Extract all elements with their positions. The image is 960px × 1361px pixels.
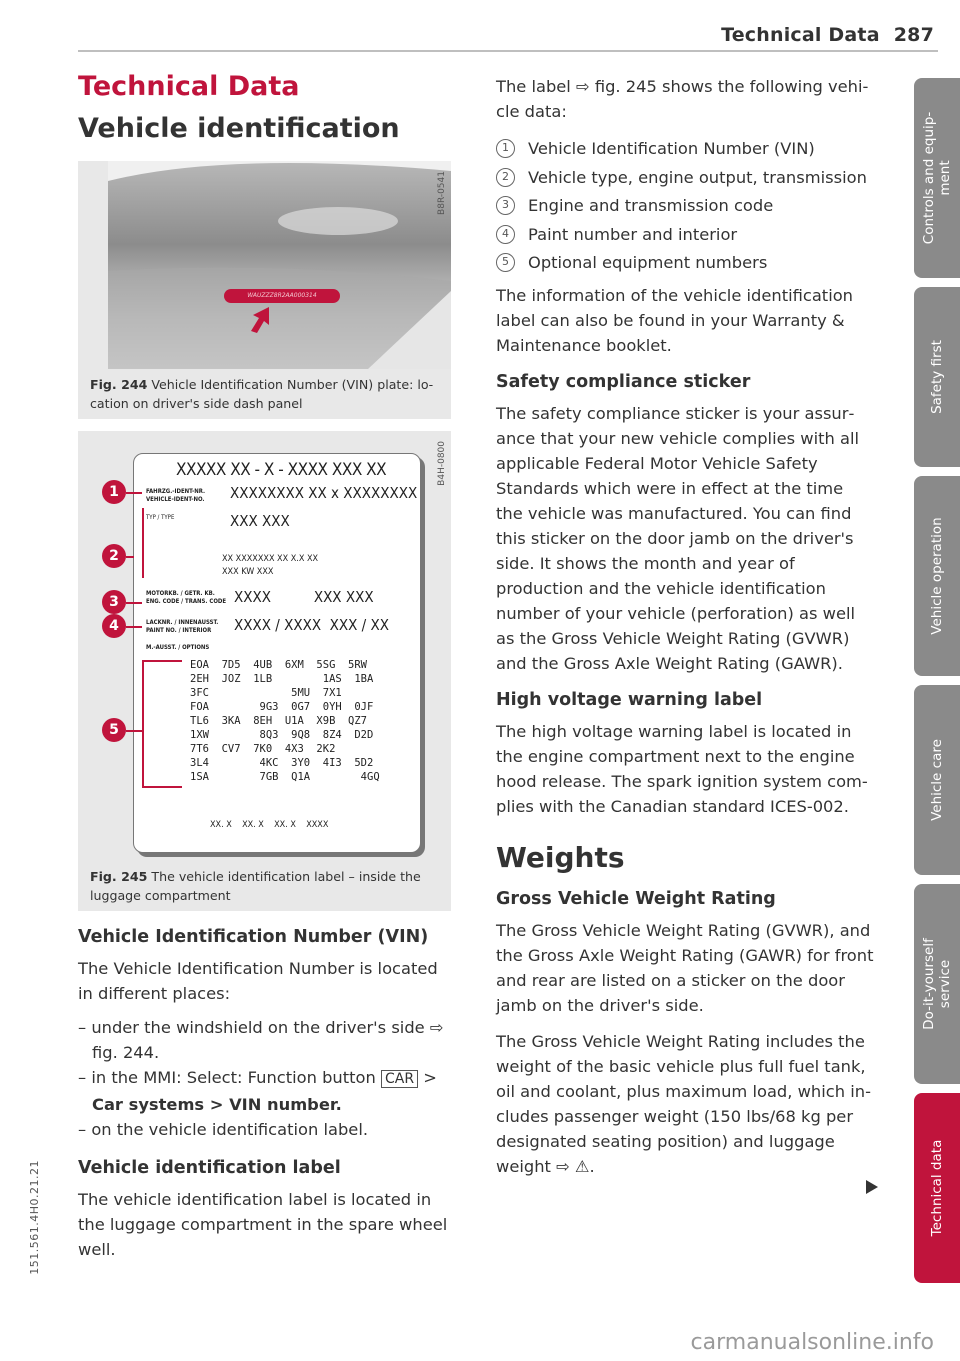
list-item-text: Vehicle Identification Number (VIN): [528, 139, 815, 158]
vehicle-label-card: [109, 453, 421, 853]
label-eng: ENG. CODE / TRANS. CODE: [146, 598, 227, 605]
option-codes-table: [190, 658, 380, 784]
option-row: 2EH JOZ 1LB 1AS 1BA: [190, 673, 374, 685]
gvwr-heading: Gross Vehicle Weight Rating: [496, 889, 776, 909]
option-row: EOA 7D5 4UB 6XM 5SG 5RW: [190, 659, 368, 671]
caption-label: Fig. 244: [90, 377, 148, 392]
margin-code: 151.561.4H0.21.21: [28, 1160, 41, 1275]
list-item: [496, 250, 874, 275]
dash-panel-image: [108, 161, 451, 369]
list-item: – in the MMI: Select: Function button CAR > Car systems > VIN number.: [78, 1068, 437, 1114]
label-items-list: [496, 136, 874, 275]
list-item-text: Engine and transmission code: [528, 196, 774, 215]
option-row: 1SA 7GB Q1A 4GQ: [190, 771, 380, 783]
running-title: Technical Data: [721, 24, 880, 46]
section-title: Technical Data: [78, 71, 300, 102]
side-tab-label: Technical data: [929, 1139, 945, 1237]
figure-caption: [78, 369, 451, 419]
side-tab-label: Safety first: [929, 340, 945, 414]
callout-2: 2: [102, 544, 126, 568]
side-tab-4[interactable]: [914, 884, 960, 1084]
gvwr-text-1: The Gross Vehicle Weight Rating (GVWR), and the Gross Axle Weight Rating (GAWR) for front and rear are listed on a sticker on the door jamb on the driver's side.: [496, 921, 874, 1015]
option-row: 3L4 4KC 3Y0 4I3 5D2: [190, 757, 374, 769]
label-lack: LACKNR. / INNENAUSST.: [146, 619, 219, 626]
vin-intro: The Vehicle Identification Number is located in different places:: [78, 959, 438, 1003]
label-vin-value: XXXXXXXX XX x XXXXXXXX: [230, 484, 418, 502]
side-tab-label: Vehicle care: [929, 739, 945, 821]
label-motor: MOTORKB. / GETR. KB.: [146, 590, 215, 597]
left-column: [78, 70, 451, 1262]
label-intro: The label ⇨ fig. 245 shows the following vehicle data:: [496, 77, 869, 121]
list-item: [496, 136, 874, 161]
label-typ-value: XXX XXX: [230, 512, 290, 530]
label-motor-value: XXXX XXX XXX: [234, 588, 374, 606]
hv-text: The high voltage warning label is located in the engine compartment next to the engine hood release. The spark ignition system complies with the Canadian standard ICES-002.: [496, 722, 868, 816]
weights-title: Weights: [496, 841, 625, 874]
watermark: carmanualsonline.info: [690, 1330, 934, 1355]
number-circle-icon: 1: [496, 139, 515, 158]
list-item-text: Optional equipment numbers: [528, 253, 768, 272]
number-circle-icon: 3: [496, 196, 515, 215]
safety-text: The safety compliance sticker is your assurance that your new vehicle complies with all applicable Federal Motor Vehicle Safety Standards which were in effect at the time the vehicle was manufactured. You can find this sticker on the door jamb on the driver's side. It shows the month and year of production and the vehicle identification number of your vehicle (perforation) as well as the Gross Vehicle Weight Rating (GVWR) and the Gross Axle Weight Rating (GAWR).: [496, 404, 860, 673]
car-key: CAR: [381, 1070, 418, 1088]
side-tab-1[interactable]: [914, 287, 960, 467]
vin-list: [78, 1015, 451, 1142]
next-page-arrow-icon: [866, 1180, 878, 1194]
caption-text: The vehicle identification label – inside the luggage compartment: [90, 869, 421, 903]
label-typ: TYP / TYPE: [146, 514, 175, 521]
arrow-icon: [243, 301, 279, 337]
option-row: 3FC 5MU 7X1: [190, 687, 342, 699]
mmi-path: Car systems > VIN number.: [92, 1095, 342, 1114]
figure-caption: [78, 861, 451, 911]
label-vehicle-ident: VEHICLE-IDENT-NO.: [146, 496, 205, 503]
number-circle-icon: 4: [496, 225, 515, 244]
figure-code: B4H-0800: [437, 441, 447, 486]
side-tabs: [914, 78, 960, 1292]
label-fahrzg: FAHRZG.-IDENT-NR.: [146, 488, 206, 495]
list-item: [496, 222, 874, 247]
callout-1: 1: [102, 480, 126, 504]
figure-245: [78, 431, 451, 911]
number-circle-icon: 2: [496, 168, 515, 187]
caption-text: Vehicle Identification Number (VIN) plate: location on driver's side dash panel: [90, 377, 434, 411]
vin-heading: Vehicle Identification Number (VIN): [78, 927, 429, 947]
label-heading: Vehicle identification label: [78, 1158, 341, 1178]
caption-label: Fig. 245: [90, 869, 148, 884]
right-column: [496, 74, 874, 1179]
label-spec2: XXX KW XXX: [222, 567, 274, 577]
header-rule: [78, 50, 938, 52]
option-row: FOA 9G3 0G7 0YH 0JF: [190, 701, 374, 713]
list-item: [496, 193, 874, 218]
callout-4: 4: [102, 614, 126, 638]
label-paint-value: XXXX / XXXX XXX / XX: [234, 616, 389, 634]
gvwr-text-2: The Gross Vehicle Weight Rating includes the weight of the basic vehicle plus full fuel tank, oil and coolant, plus maximum load, which includes passenger weight (150 lbs/68 kg per designated seating position) and luggage weight ⇨ ⚠.: [496, 1032, 871, 1176]
list-item: – on the vehicle identification label.: [78, 1120, 369, 1139]
list-item: – under the windshield on the driver's side ⇨ fig. 244.: [78, 1018, 444, 1062]
page-number: 287: [893, 24, 934, 46]
side-tab-0[interactable]: [914, 78, 960, 278]
info-text: The information of the vehicle identification label can also be found in your Warranty & Maintenance booklet.: [496, 286, 853, 355]
side-tab-2[interactable]: [914, 476, 960, 676]
label-spec1: XX XXXXXXX XX X.X XX: [222, 554, 319, 564]
hv-heading: High voltage warning label: [496, 690, 763, 710]
list-item-text: Paint number and interior: [528, 224, 738, 244]
figure-244: [78, 161, 451, 419]
option-row: 7T6 CV7 7K0 4X3 2K2: [190, 743, 336, 755]
label-options: M.-AUSST. / OPTIONS: [146, 644, 210, 651]
label-footer: XX. X XX. X XX. X XXXX: [210, 820, 329, 830]
number-circle-icon: 5: [496, 253, 515, 272]
safety-heading: Safety compliance sticker: [496, 372, 751, 392]
side-tab-label: Vehicle operation: [929, 517, 945, 635]
side-tab-label: Do-it-yourself service: [921, 938, 953, 1030]
callout-5: 5: [102, 718, 126, 742]
label-line1: XXXXX XX - X - XXXX XXX XX: [176, 460, 387, 480]
side-tab-label: Controls and equip- ment: [921, 111, 953, 245]
vin-plate: WAUZZZ8R2AA000314: [224, 289, 340, 303]
list-item: [496, 165, 874, 190]
figure-code: B8R-0541: [437, 171, 447, 215]
option-row: TL6 3KA 8EH U1A X9B QZ7: [190, 715, 368, 727]
side-tab-5[interactable]: [914, 1093, 960, 1283]
callout-3: 3: [102, 590, 126, 614]
label-paint: PAINT NO. / INTERIOR: [146, 627, 212, 634]
list-item-text: Vehicle type, engine output, transmission: [528, 167, 867, 187]
page-title: Vehicle identification: [78, 113, 400, 144]
side-tab-3[interactable]: [914, 685, 960, 875]
option-row: 1XW 8Q3 9Q8 8Z4 D2D: [190, 729, 374, 741]
label-text: The vehicle identification label is located in the luggage compartment in the spare wheel well.: [78, 1190, 448, 1259]
vehicle-label-image: [108, 431, 451, 861]
running-head: [721, 24, 934, 46]
